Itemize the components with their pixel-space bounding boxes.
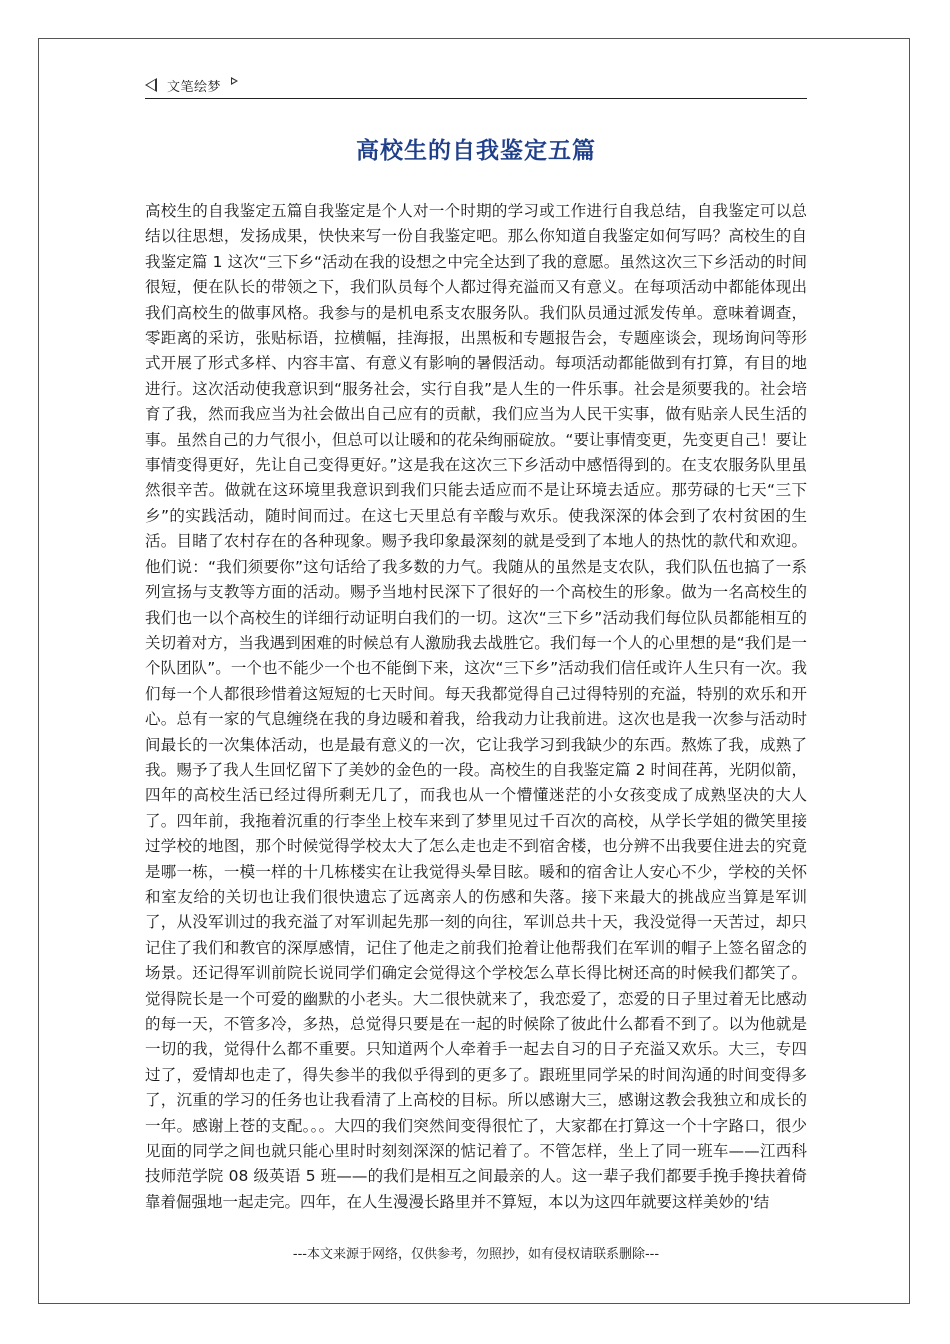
- document-title: 高校生的自我鉴定五篇: [356, 138, 596, 164]
- triangle-right-icon: [231, 77, 238, 85]
- page-header: [145, 74, 807, 99]
- brand-name: 文笔绘梦: [167, 79, 222, 95]
- triangle-left-icon: [145, 78, 157, 92]
- document-body: 高校生的自我鉴定五篇自我鉴定是个人对一个时期的学习或工作进行自我总结，自我鉴定可以总结以往思想，发扬成果，快快来写一份自我鉴定吧。那么你知道自我鉴定如何写吗？高校生的自我鉴定篇 1 这次“三下乡“活动在我的设想之中完全达到了我的意愿。虽然这次三下乡活动的时间很短，便在队长的带领之下，我们队员每个人都过得充溢而又有意义。在每项活动中都能体现出我们高校生的做事风格。我参与的是机电系支农服务队。我们队员通过派发传单。意味着调查，零距离的采访，张贴标语，拉横幅，挂海报，出黑板和专题报告会，专题座谈会，现场询问等形式开展了形式多样、内容丰富、有意义有影响的暑假活动。每项活动都能做到有打算，有目的地进行。这次活动使我意识到“服务社会，实行自我”是人生的一件乐事。社会是须要我的。社会培育了我，然而我应当为社会做出自己应有的贡献，我们应当为人民干实事，做有贴亲人民生活的事。虽然自己的力气很小，但总可以让暖和的花朵绚丽碇放。“要让事情变更，先变更自己！要让事情变得更好，先让自己变得更好。”这是我在这次三下乡活动中感悟得到的。在支农服务队里虽然很辛苦。做就在这环境里我意识到我们只能去适应而不是让环境去适应。那劳碌的七天“三下乡”的实践活动，随时间而过。在这七天里总有辛酸与欢乐。使我深深的体会到了农村贫困的生活。目睹了农村存在的各种现象。赐予我印象最深刻的就是受到了本地人的热忱的款代和欢迎。他们说：“我们须要你”这句话给了我多数的力气。我随从的虽然是支农队，我们队伍也搞了一系列宣扬与支教等方面的活动。赐予当地村民深下了很好的一个高校生的形象。做为一名高校生的我们也一以个高校生的详细行动证明白我们的一切。这次“三下乡”活动我们每位队员都能相互的关切着对方，当我遇到困难的时候总有人激励我去战胜它。我们每一个人的心里想的是“我们是一个队团队”。一个也不能少一个也不能倒下来，这次“三下乡”活动我们信任或许人生只有一次。我们每一个人都很珍惜着这短短的七天时间。每天我都觉得自己过得特别的充溢，特别的欢乐和开心。总有一家的气息缠绕在我的身边暖和着我，给我动力让我前进。这次也是我一次参与活动时间最长的一次集体活动，也是最有意义的一次，它让我学习到我缺少的东西。熬炼了我，成熟了我。赐予了我人生回忆留下了美妙的金色的一段。高校生的自我鉴定篇 2 时间荏苒，光阴似箭，四年的高校生活已经过得所剩无几了，而我也从一个懵懂迷茫的小女孩变成了成熟坚决的大人了。四年前，我拖着沉重的行李坐上校车来到了梦里见过千百次的高校，从学长学姐的微笑里接过学校的地图，那个时候觉得学校太大了怎么走也走不到宿舍楼，也分辨不出我要住进去的究竟是哪一栋，一模一样的十几栋楼实在让我觉得头晕目眩。暖和的宿舍让人安心不少，学校的关怀和室友给的关切也让我们很快遗忘了远离亲人的伤感和失落。接下来最大的挑战应当算是军训了，从没军训过的我充溢了对军训起先那一刻的向往，军训总共十天，我没觉得一天苦过，却只记住了我们和教官的深厚感情，记住了他走之前我们抢着让他帮我们在军训的帽子上签名留念的场景。还记得军训前院长说同学们确定会觉得这个学校怎么草长得比树还高的时候我们都笑了。觉得院长是一个可爱的幽默的小老头。大二很快就来了，我恋爱了，恋爱的日子里过着无比感动的每一天，不管多冷，多热，总觉得只要是在一起的时候除了彼此什么都看不到了。以为他就是一切的我，觉得什么都不重要。只知道两个人牵着手一起去自习的日子充溢又欢乐。大三，专四过了，爱情却也走了，得失参半的我似乎得到的更多了。跟班里同学呆的时间沟通的时间变得多了，沉重的学习的任务也让我看清了上高校的目标。所以感谢大三，感谢这教会我独立和成长的一年。感谢上苍的支配。。。大四的我们突然间变得很忙了，大家都在打算这一个十字路口，很少见面的同学之间也就只能心里时时刻刻深深的惦记着了。不管怎样，坐上了同一班车——江西科技师范学院 08 级英语 5 班——的我们是相互之间最亲的人。这一辈子我们都要手挽手搀扶着倚靠着倔强地一起走完。四年，在人生漫漫长路里并不算短，本以为这四年就要这样美妙的'结: [145, 202, 807, 1211]
- footer-disclaimer: ---本文来源于网络，仅供参考，勿照抄，如有侵权请联系删除---: [292, 1247, 660, 1262]
- brand: [145, 74, 238, 96]
